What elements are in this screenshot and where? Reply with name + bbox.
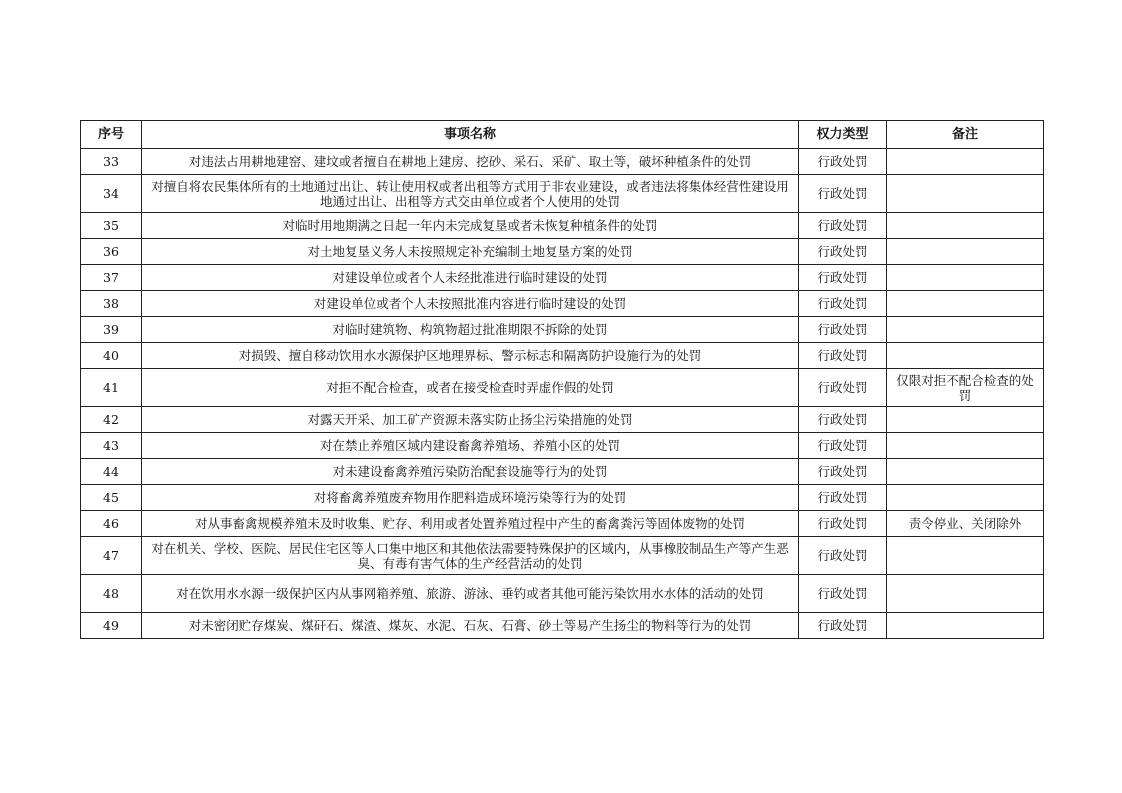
table-row bbox=[81, 175, 1044, 213]
table-row bbox=[81, 407, 1044, 433]
cell-type: 行政处罚 bbox=[799, 175, 887, 213]
cell-note: 仅限对拒不配合检查的处罚 bbox=[887, 369, 1044, 407]
cell-note bbox=[887, 407, 1044, 433]
cell-type: 行政处罚 bbox=[799, 613, 887, 639]
cell-note bbox=[887, 175, 1044, 213]
cell-note bbox=[887, 317, 1044, 343]
cell-type: 行政处罚 bbox=[799, 239, 887, 265]
cell-seq: 45 bbox=[81, 485, 142, 511]
cell-name: 对将畜禽养殖废弃物用作肥料造成环境污染等行为的处罚 bbox=[142, 485, 799, 511]
cell-seq: 49 bbox=[81, 613, 142, 639]
table-row bbox=[81, 537, 1044, 575]
cell-seq: 47 bbox=[81, 537, 142, 575]
table-row bbox=[81, 433, 1044, 459]
table-row bbox=[81, 613, 1044, 639]
cell-name: 对擅自将农民集体所有的土地通过出让、转让使用权或者出租等方式用于非农业建设，或者违法将集体经营性建设用地通过出让、出租等方式交由单位或者个人使用的处罚 bbox=[142, 175, 799, 213]
cell-seq: 33 bbox=[81, 149, 142, 175]
cell-name: 对临时建筑物、构筑物超过批准期限不拆除的处罚 bbox=[142, 317, 799, 343]
cell-type: 行政处罚 bbox=[799, 291, 887, 317]
cell-note bbox=[887, 213, 1044, 239]
cell-note bbox=[887, 485, 1044, 511]
header-type: 权力类型 bbox=[799, 121, 887, 149]
cell-seq: 34 bbox=[81, 175, 142, 213]
table-row bbox=[81, 317, 1044, 343]
cell-note bbox=[887, 265, 1044, 291]
cell-type: 行政处罚 bbox=[799, 213, 887, 239]
cell-note bbox=[887, 291, 1044, 317]
cell-name: 对未建设畜禽养殖污染防治配套设施等行为的处罚 bbox=[142, 459, 799, 485]
header-name: 事项名称 bbox=[142, 121, 799, 149]
cell-type: 行政处罚 bbox=[799, 407, 887, 433]
cell-note bbox=[887, 343, 1044, 369]
cell-seq: 38 bbox=[81, 291, 142, 317]
power-list-table bbox=[80, 120, 1044, 639]
cell-type: 行政处罚 bbox=[799, 343, 887, 369]
cell-seq: 37 bbox=[81, 265, 142, 291]
cell-seq: 48 bbox=[81, 575, 142, 613]
cell-name: 对露天开采、加工矿产资源未落实防止扬尘污染措施的处罚 bbox=[142, 407, 799, 433]
cell-note bbox=[887, 537, 1044, 575]
table-row bbox=[81, 511, 1044, 537]
cell-name: 对拒不配合检查，或者在接受检查时弄虚作假的处罚 bbox=[142, 369, 799, 407]
header-seq: 序号 bbox=[81, 121, 142, 149]
cell-note bbox=[887, 459, 1044, 485]
header-note: 备注 bbox=[887, 121, 1044, 149]
table-row bbox=[81, 265, 1044, 291]
cell-note bbox=[887, 149, 1044, 175]
cell-note: 责令停业、关闭除外 bbox=[887, 511, 1044, 537]
cell-type: 行政处罚 bbox=[799, 485, 887, 511]
table-row bbox=[81, 369, 1044, 407]
cell-seq: 41 bbox=[81, 369, 142, 407]
cell-name: 对违法占用耕地建窑、建坟或者擅自在耕地上建房、挖砂、采石、采矿、取土等，破坏种植条件的处罚 bbox=[142, 149, 799, 175]
table-row bbox=[81, 485, 1044, 511]
cell-name: 对在饮用水水源一级保护区内从事网箱养殖、旅游、游泳、垂钓或者其他可能污染饮用水水体的活动的处罚 bbox=[142, 575, 799, 613]
cell-type: 行政处罚 bbox=[799, 433, 887, 459]
cell-seq: 46 bbox=[81, 511, 142, 537]
table-row bbox=[81, 343, 1044, 369]
table-row bbox=[81, 459, 1044, 485]
cell-type: 行政处罚 bbox=[799, 265, 887, 291]
cell-note bbox=[887, 239, 1044, 265]
table-row bbox=[81, 213, 1044, 239]
cell-type: 行政处罚 bbox=[799, 317, 887, 343]
cell-seq: 44 bbox=[81, 459, 142, 485]
table-row bbox=[81, 291, 1044, 317]
cell-note bbox=[887, 613, 1044, 639]
cell-seq: 40 bbox=[81, 343, 142, 369]
cell-name: 对在禁止养殖区域内建设畜禽养殖场、养殖小区的处罚 bbox=[142, 433, 799, 459]
cell-type: 行政处罚 bbox=[799, 369, 887, 407]
cell-name: 对损毁、擅自移动饮用水水源保护区地理界标、警示标志和隔离防护设施行为的处罚 bbox=[142, 343, 799, 369]
cell-seq: 43 bbox=[81, 433, 142, 459]
table-row bbox=[81, 149, 1044, 175]
cell-seq: 42 bbox=[81, 407, 142, 433]
table-row bbox=[81, 575, 1044, 613]
header-row bbox=[81, 121, 1044, 149]
cell-name: 对从事畜禽规模养殖未及时收集、贮存、利用或者处置养殖过程中产生的畜禽粪污等固体废物的处罚 bbox=[142, 511, 799, 537]
table-row bbox=[81, 239, 1044, 265]
cell-name: 对建设单位或者个人未按照批准内容进行临时建设的处罚 bbox=[142, 291, 799, 317]
cell-seq: 39 bbox=[81, 317, 142, 343]
cell-name: 对临时用地期满之日起一年内未完成复垦或者未恢复种植条件的处罚 bbox=[142, 213, 799, 239]
cell-name: 对在机关、学校、医院、居民住宅区等人口集中地区和其他依法需要特殊保护的区域内，从事橡胶制品生产等产生恶臭、有毒有害气体的生产经营活动的处罚 bbox=[142, 537, 799, 575]
cell-note bbox=[887, 433, 1044, 459]
cell-type: 行政处罚 bbox=[799, 459, 887, 485]
cell-type: 行政处罚 bbox=[799, 511, 887, 537]
cell-name: 对未密闭贮存煤炭、煤矸石、煤渣、煤灰、水泥、石灰、石膏、砂土等易产生扬尘的物料等行为的处罚 bbox=[142, 613, 799, 639]
cell-seq: 35 bbox=[81, 213, 142, 239]
cell-note bbox=[887, 575, 1044, 613]
cell-name: 对建设单位或者个人未经批准进行临时建设的处罚 bbox=[142, 265, 799, 291]
cell-type: 行政处罚 bbox=[799, 537, 887, 575]
cell-type: 行政处罚 bbox=[799, 575, 887, 613]
cell-seq: 36 bbox=[81, 239, 142, 265]
cell-name: 对土地复垦义务人未按照规定补充编制土地复垦方案的处罚 bbox=[142, 239, 799, 265]
cell-type: 行政处罚 bbox=[799, 149, 887, 175]
